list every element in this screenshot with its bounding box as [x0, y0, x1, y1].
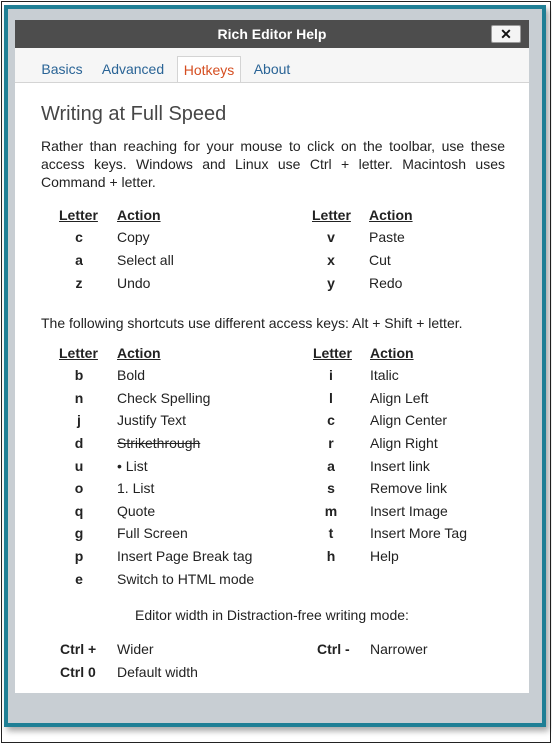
hotkey-action: Check Spelling — [117, 390, 211, 406]
hotkey-letter: i — [329, 367, 333, 383]
hotkey-letter: y — [327, 275, 335, 291]
hotkey-action: Align Left — [370, 390, 429, 406]
help-dialog — [15, 20, 529, 692]
hotkey-action: Copy — [117, 229, 150, 245]
close-button[interactable]: ✕ — [491, 25, 521, 43]
shortcut-note: The following shortcuts use different access keys: Alt + Shift + letter. — [41, 315, 463, 331]
page-title: Writing at Full Speed — [41, 103, 227, 125]
tab-basics[interactable]: Basics — [41, 61, 83, 77]
hotkey-action: Insert Page Break tag — [117, 548, 253, 564]
hotkey-action: Default width — [117, 664, 198, 680]
tab-advanced[interactable]: Advanced — [101, 61, 165, 77]
hotkey-action: Full Screen — [117, 525, 188, 541]
hotkey-letter: Ctrl + — [60, 641, 97, 657]
hotkey-action: Strikethrough — [117, 435, 201, 451]
hotkey-letter: u — [74, 458, 84, 474]
hotkey-action: Quote — [117, 503, 156, 519]
action-header: Action — [370, 345, 414, 361]
hotkey-letter: c — [75, 229, 83, 245]
letter-header: Letter — [313, 345, 352, 361]
hotkey-letter: g — [74, 525, 84, 541]
hotkey-letter: a — [75, 252, 83, 268]
dialog-title: Rich Editor Help — [217, 26, 327, 42]
hotkey-letter: a — [327, 458, 335, 474]
hotkey-action: Select all — [117, 252, 174, 268]
hotkey-letter: j — [77, 412, 81, 428]
tab-about[interactable]: About — [253, 61, 291, 77]
hotkey-action: Insert More Tag — [370, 525, 468, 541]
intro-text: Rather than reaching for your mouse to click on the toolbar, use these access keys. Windows and Linux use Ctrl + letter. Macintosh uses Command + letter. — [41, 138, 505, 190]
hotkey-letter: p — [74, 548, 84, 564]
hotkey-action: Justify Text — [117, 412, 186, 428]
hotkey-action: Align Right — [370, 435, 438, 451]
hotkey-letter: Ctrl - — [317, 641, 350, 657]
action-header: Action — [117, 345, 161, 361]
hotkey-letter: d — [74, 435, 84, 451]
hotkey-letter: e — [75, 571, 83, 587]
hotkey-action: Cut — [369, 252, 391, 268]
hotkey-letter: c — [327, 412, 335, 428]
hotkey-letter: n — [74, 390, 84, 406]
hotkey-letter: t — [328, 525, 334, 541]
hotkey-action: Undo — [117, 275, 151, 291]
hotkey-action: Narrower — [370, 641, 428, 657]
hotkey-action: Paste — [369, 229, 405, 245]
width-note: Editor width in Distraction-free writing mode: — [135, 607, 409, 623]
hotkey-letter: r — [328, 435, 334, 451]
hotkey-letter: x — [327, 252, 335, 268]
hotkey-action: Help — [370, 548, 399, 564]
hotkey-letter: s — [327, 480, 335, 496]
hotkey-action: Insert Image — [370, 503, 448, 519]
action-header: Action — [369, 207, 413, 223]
tab-bar — [15, 48, 529, 82]
hotkey-action: Redo — [369, 275, 403, 291]
hotkey-letter: m — [324, 503, 338, 519]
hotkey-action: Remove link — [370, 480, 448, 496]
hotkey-action: • List — [117, 458, 148, 474]
hotkey-letter: o — [74, 480, 84, 496]
hotkey-letter: Ctrl 0 — [60, 664, 96, 680]
hotkeys-panel — [15, 82, 529, 693]
hotkey-letter: h — [326, 548, 336, 564]
hotkey-action: Align Center — [370, 412, 448, 428]
hotkey-action: Wider — [117, 641, 154, 657]
tab-hotkeys[interactable]: Hotkeys — [177, 56, 241, 84]
hotkey-action: Insert link — [370, 458, 430, 474]
letter-header: Letter — [312, 207, 351, 223]
dialog-titlebar — [15, 20, 529, 48]
hotkey-letter: v — [327, 229, 335, 245]
hotkey-letter: l — [329, 390, 333, 406]
hotkey-letter: z — [75, 275, 83, 291]
action-header: Action — [117, 207, 161, 223]
hotkey-letter: q — [74, 503, 84, 519]
letter-header: Letter — [59, 345, 98, 361]
hotkey-action: Italic — [370, 367, 399, 383]
hotkey-action: Bold — [117, 367, 146, 383]
letter-header: Letter — [59, 207, 98, 223]
hotkey-action: 1. List — [117, 480, 155, 496]
hotkey-letter: b — [74, 367, 84, 383]
hotkey-action: Switch to HTML mode — [117, 571, 255, 587]
